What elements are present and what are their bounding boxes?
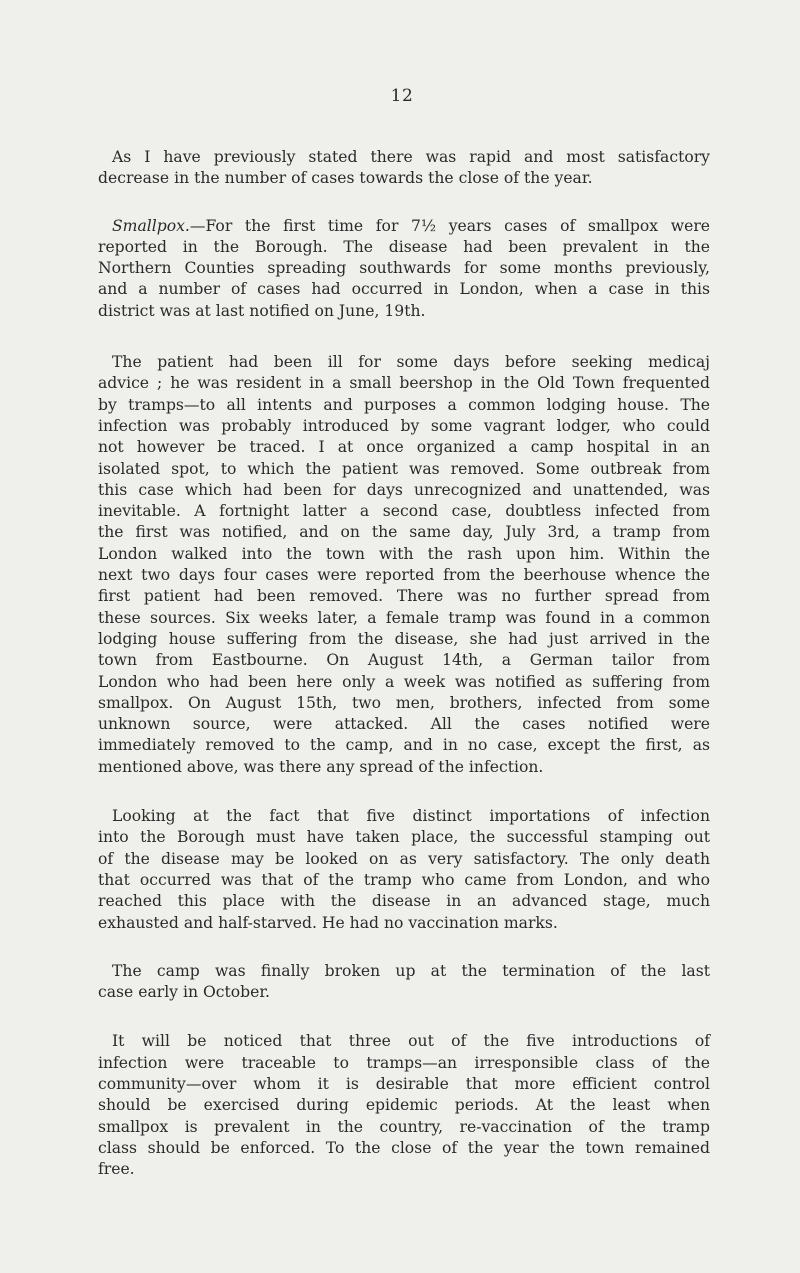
paragraph-line: The camp was finally broken up at the termination of the last bbox=[112, 961, 710, 980]
paragraph-line: district was at last notified on June, 19th. bbox=[98, 301, 426, 320]
paragraph-line: and a number of cases had occurred in London, when a case in this bbox=[98, 280, 710, 299]
paragraph-line: reported in the Borough. The disease had been prevalent in the bbox=[98, 237, 710, 256]
paragraph-line: inevitable. A fortnight latter a second case, doubtless infected from bbox=[98, 502, 710, 521]
paragraph-line bbox=[98, 216, 710, 237]
paragraph-line: It will be noticed that three out of the five introductions of bbox=[112, 1032, 710, 1051]
paragraph-patient bbox=[98, 352, 710, 778]
paragraph-line: smallpox is prevalent in the country, re-vaccination of the tramp bbox=[98, 1117, 710, 1136]
paragraph-line: next two days four cases were reported from the beerhouse whence the bbox=[98, 566, 710, 585]
section-heading: Smallpox. bbox=[112, 216, 190, 235]
paragraph-line: should be exercised during epidemic periods. At the least when bbox=[98, 1096, 710, 1115]
paragraph-line: The patient had been ill for some days before seeking medicaj bbox=[112, 353, 710, 372]
paragraph-line: town from Eastbourne. On August 14th, a German tailor from bbox=[98, 651, 710, 670]
paragraph-line: advice ; he was resident in a small beershop in the Old Town frequented bbox=[98, 374, 710, 393]
body-text bbox=[98, 147, 710, 1209]
paragraph-line: unknown source, were attacked. All the cases notified were bbox=[98, 715, 710, 734]
paragraph-line: reached this place with the disease in an advanced stage, much bbox=[98, 892, 710, 911]
paragraph-line: case early in October. bbox=[98, 983, 271, 1002]
paragraph-line: not however be traced. I at once organized a camp hospital in an bbox=[98, 438, 710, 457]
paragraph-line: London walked into the town with the rash upon him. Within the bbox=[98, 544, 710, 563]
paragraph-line-text: —For the first time for 7½ years cases of smallpox were bbox=[189, 216, 710, 235]
paragraph-line: immediately removed to the camp, and in no case, except the first, as bbox=[98, 736, 710, 755]
paragraph-smallpox bbox=[98, 216, 710, 322]
paragraph-line: London who had been here only a week was notified as suffering from bbox=[98, 672, 710, 691]
paragraph-line: As I have previously stated there was rapid and most satisfactory bbox=[112, 148, 710, 166]
paragraph-line: infection were traceable to tramps—an irresponsible class of the bbox=[98, 1053, 710, 1072]
paragraph-line: exhausted and half-starved. He had no vaccination marks. bbox=[98, 913, 558, 932]
page-number: 12 bbox=[390, 86, 414, 106]
paragraph-line: these sources. Six weeks later, a female tramp was found in a common bbox=[98, 608, 710, 627]
paragraph-line: smallpox. On August 15th, two men, brothers, infected from some bbox=[98, 693, 710, 712]
paragraph-line: that occurred was that of the tramp who came from London, and who bbox=[98, 870, 710, 889]
paragraph-line: community—over whom it is desirable that more efficient control bbox=[98, 1074, 710, 1093]
paragraph-line: this case which had been for days unrecognized and unattended, was bbox=[98, 480, 710, 499]
paragraph-line: first patient had been removed. There was no further spread from bbox=[98, 587, 710, 606]
paragraph-line: lodging house suffering from the disease, she had just arrived in the bbox=[98, 629, 710, 648]
paragraph-tramps bbox=[98, 1031, 710, 1180]
paragraph-line: class should be enforced. To the close of the year the town remained bbox=[98, 1138, 710, 1157]
paragraph-line: isolated spot, to which the patient was removed. Some outbreak from bbox=[98, 459, 710, 478]
paragraph-line: infection was probably introduced by some vagrant lodger, who could bbox=[98, 416, 710, 435]
paragraph-line: Looking at the fact that five distinct importations of infection bbox=[112, 807, 710, 826]
paragraph-line: into the Borough must have taken place, the successful stamping out bbox=[98, 828, 710, 847]
paragraph-line: of the disease may be looked on as very satisfactory. The only death bbox=[98, 849, 710, 868]
paragraph-importations bbox=[98, 806, 710, 934]
paragraph-intro bbox=[98, 147, 710, 190]
paragraph-line: the first was notified, and on the same day, July 3rd, a tramp from bbox=[98, 523, 710, 542]
paragraph-camp bbox=[98, 961, 710, 1004]
paragraph-line: mentioned above, was there any spread of the infection. bbox=[98, 757, 544, 776]
paragraph-line: by tramps—to all intents and purposes a common lodging house. The bbox=[98, 395, 710, 414]
paragraph-line: Northern Counties spreading southwards for some months previously, bbox=[98, 259, 710, 278]
paragraph-line: decrease in the number of cases towards the close of the year. bbox=[98, 169, 593, 188]
paragraph-line: free. bbox=[98, 1160, 135, 1179]
